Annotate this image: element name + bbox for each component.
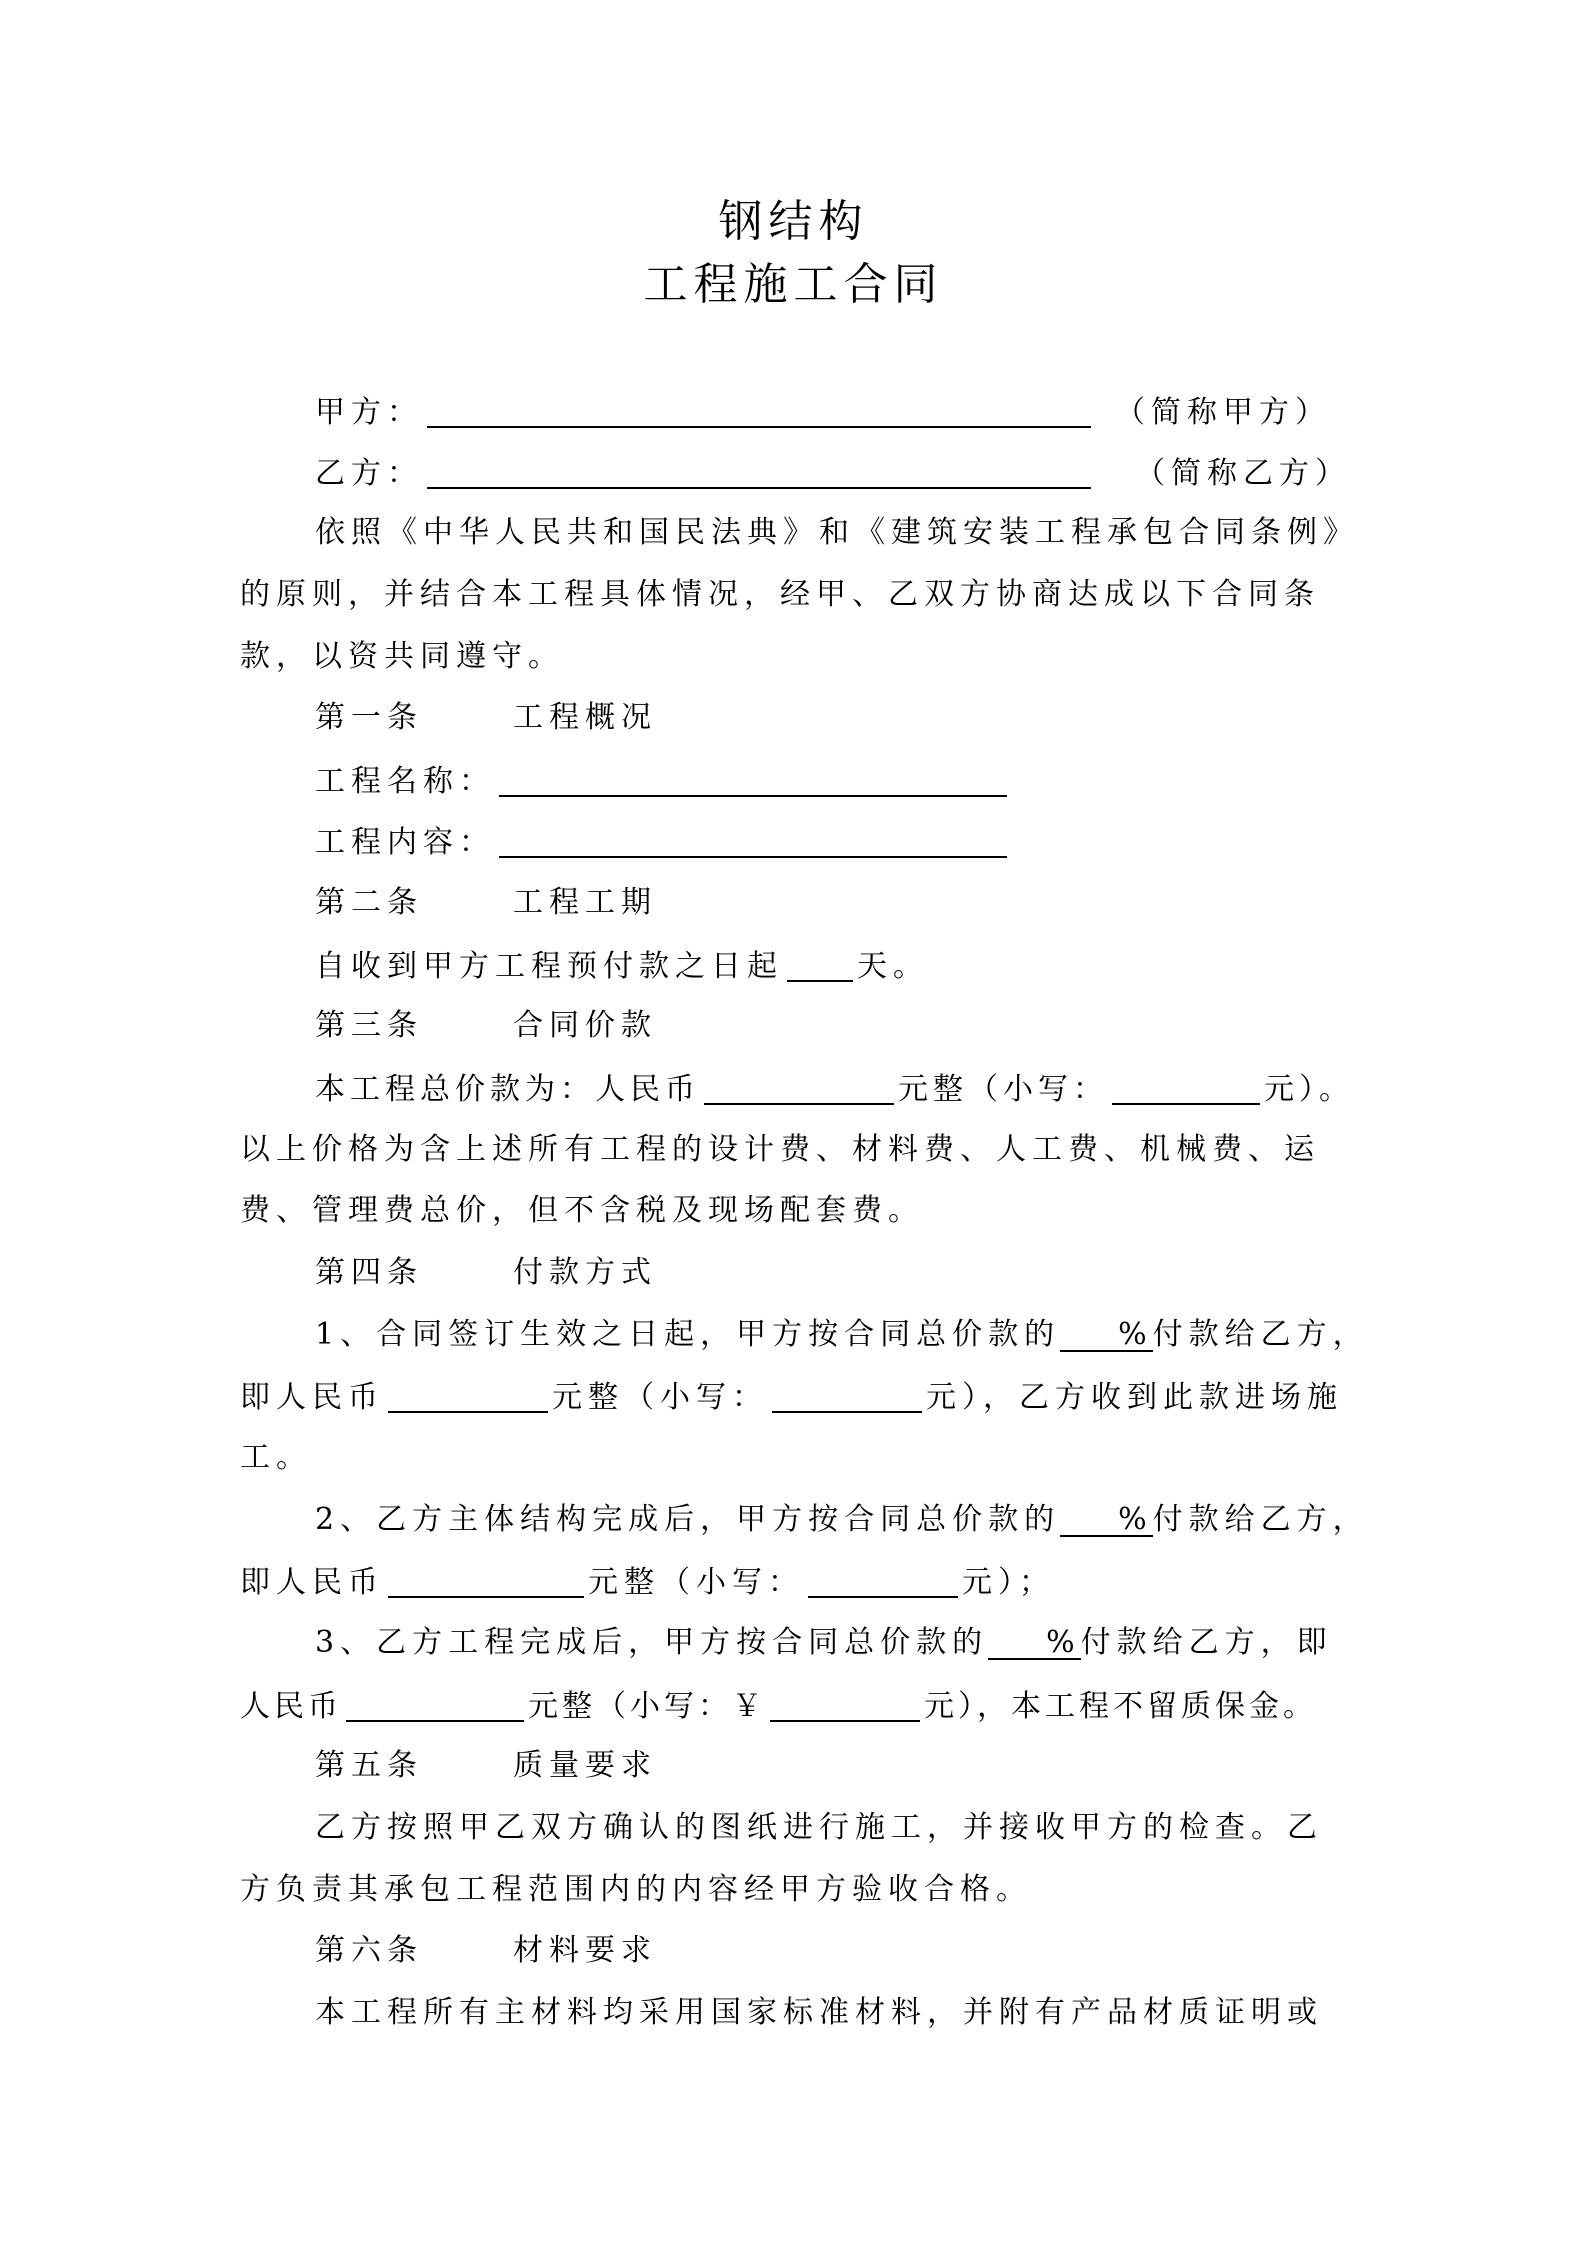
- article-4-number: 第四条: [315, 1255, 423, 1290]
- project-content-blank: [499, 826, 1007, 858]
- party-b-blank: [427, 457, 1091, 489]
- payment-2-row-2: [240, 1566, 1055, 1598]
- payment-1-percent: %: [1060, 1320, 1153, 1352]
- payment-3-text-e: 元），本工程不留质保金。: [924, 1689, 1317, 1724]
- payment-1-row-3: 工。: [240, 1440, 312, 1475]
- payment-3-text-d: 元整（小写：￥: [528, 1689, 766, 1724]
- intro-line-1: 依照《中华人民共和国民法典》和《建筑安装工程承包合同条例》: [315, 515, 1359, 550]
- payment-2-text-d: 元整（小写：: [588, 1565, 804, 1600]
- article-3-number: 第三条: [315, 1008, 423, 1043]
- title-line-2: 工程施工合同: [643, 259, 944, 310]
- article-1-number: 第一条: [315, 700, 423, 735]
- article-5-title: 质量要求: [513, 1748, 657, 1783]
- party-a-blank: [427, 396, 1091, 428]
- price-text-c: 元）。: [1264, 1072, 1354, 1107]
- party-a-row: [315, 396, 1331, 428]
- project-name-label: 工程名称：: [315, 764, 495, 799]
- duration-days-blank: [787, 950, 853, 982]
- title-line-1: 钢结构: [718, 196, 869, 247]
- article-5-number: 第五条: [315, 1748, 423, 1783]
- price-text-a: 本工程总价款为：人民币: [315, 1072, 700, 1107]
- intro-line-2: 的原则，并结合本工程具体情况，经甲、乙双方协商达成以下合同条: [240, 577, 1320, 612]
- project-name-row: [315, 765, 1011, 797]
- payment-2-text-a: 2、乙方主体结构完成后，甲方按合同总价款的: [315, 1502, 1061, 1537]
- article-6-title: 材料要求: [513, 1933, 657, 1968]
- payment-3-figure-blank: [770, 1690, 920, 1722]
- price-line-3: 费、管理费总价，但不含税及现场配套费。: [240, 1193, 924, 1228]
- payment-2-percent: %: [1060, 1505, 1153, 1537]
- duration-text-b: 天。: [857, 949, 929, 984]
- payment-3-row-2: [240, 1690, 1317, 1722]
- article-3-heading: [315, 1008, 657, 1043]
- article-6-heading: [315, 1933, 657, 1968]
- material-line-1: 本工程所有主材料均采用国家标准材料，并附有产品材质证明或: [315, 1995, 1323, 2030]
- party-a-note: （简称甲方）: [1115, 395, 1331, 430]
- article-6-number: 第六条: [315, 1933, 423, 1968]
- article-5-heading: [315, 1748, 657, 1783]
- article-1-title: 工程概况: [513, 700, 657, 735]
- payment-2-text-e: 元）；: [962, 1565, 1055, 1600]
- party-b-label: 乙方：: [315, 456, 423, 491]
- payment-1-text-b: 付款给乙方，: [1152, 1317, 1369, 1352]
- article-3-title: 合同价款: [513, 1008, 657, 1043]
- payment-2-figure-blank: [808, 1566, 958, 1598]
- payment-1-row-1: [315, 1317, 1369, 1352]
- payment-3-text-a: 3、乙方工程完成后，甲方按合同总价款的: [315, 1625, 989, 1660]
- price-row: [315, 1073, 1354, 1105]
- payment-1-text-c: 即人民币: [240, 1380, 384, 1415]
- payment-2-text-c: 即人民币: [240, 1565, 384, 1600]
- project-content-label: 工程内容：: [315, 825, 495, 860]
- payment-1-text-a: 1、合同签订生效之日起，甲方按合同总价款的: [315, 1317, 1061, 1352]
- payment-2-text-b: 付款给乙方，: [1152, 1502, 1369, 1537]
- article-1-heading: [315, 700, 657, 735]
- article-2-title: 工程工期: [513, 885, 657, 920]
- price-figure-blank: [1112, 1073, 1260, 1105]
- article-4-heading: [315, 1255, 657, 1290]
- quality-line-2: 方负责其承包工程范围内的内容经甲方验收合格。: [240, 1872, 1032, 1907]
- payment-1-row-2: [240, 1381, 1343, 1413]
- payment-1-text-e: 元），乙方收到此款进场施: [926, 1380, 1343, 1415]
- payment-3-row-1: [315, 1625, 1333, 1660]
- party-b-row: [315, 457, 1351, 489]
- price-text-b: 元整（小写：: [898, 1072, 1108, 1107]
- project-name-blank: [499, 765, 1007, 797]
- payment-3-percent: %: [988, 1628, 1081, 1660]
- article-2-heading: [315, 885, 657, 920]
- price-words-blank: [704, 1073, 894, 1105]
- party-b-note: （简称乙方）: [1135, 456, 1351, 491]
- payment-3-text-b: 付款给乙方，即: [1080, 1625, 1333, 1660]
- payment-2-words-blank: [388, 1566, 584, 1598]
- payment-1-words-blank: [388, 1381, 548, 1413]
- duration-row: [315, 950, 929, 982]
- price-line-2: 以上价格为含上述所有工程的设计费、材料费、人工费、机械费、运: [240, 1132, 1320, 1167]
- article-4-title: 付款方式: [513, 1255, 657, 1290]
- payment-1-text-d: 元整（小写：: [552, 1380, 768, 1415]
- payment-3-words-blank: [346, 1690, 524, 1722]
- payment-2-row-1: [315, 1502, 1369, 1537]
- payment-3-text-c: 人民币: [240, 1689, 342, 1724]
- project-content-row: [315, 826, 1011, 858]
- intro-line-3: 款，以资共同遵守。: [240, 639, 564, 674]
- article-2-number: 第二条: [315, 885, 423, 920]
- payment-1-figure-blank: [772, 1381, 922, 1413]
- duration-text-a: 自收到甲方工程预付款之日起: [315, 949, 783, 984]
- quality-line-1: 乙方按照甲乙双方确认的图纸进行施工，并接收甲方的检查。乙: [315, 1810, 1323, 1845]
- party-a-label: 甲方：: [315, 395, 423, 430]
